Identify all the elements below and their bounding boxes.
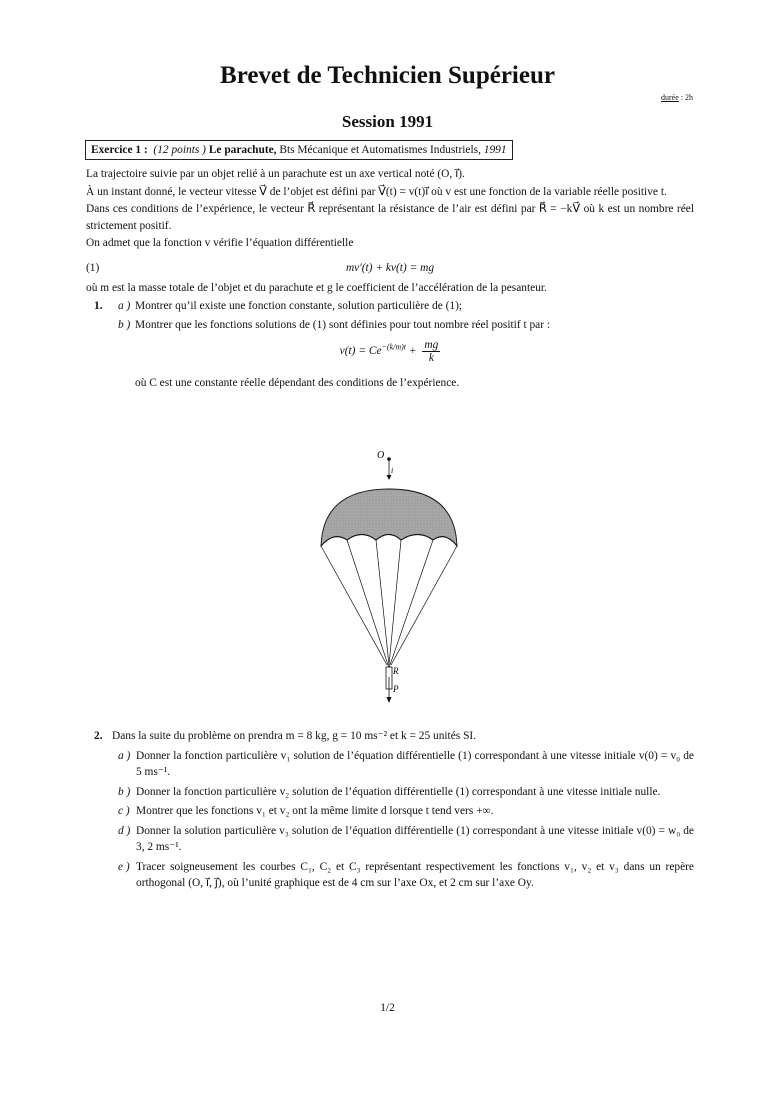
intro-paragraph-2: À un instant donné, le vecteur vitesse V⃗ de l’objet est défini par V⃗(t) = v(t)i⃗ où v est une fonction de la variable réelle positive t. xyxy=(86,185,667,198)
question-2d-label: d ) xyxy=(118,824,131,837)
duration-note xyxy=(661,92,693,104)
question-1a-label: a ) xyxy=(118,300,131,313)
equation-expression: mv′(t) + kv(t) = mg xyxy=(345,261,435,274)
question-2c-text: Montrer que les fonctions v₁ et v₂ ont la même limite d lorsque t tend vers +∞. xyxy=(136,805,494,818)
weight-vector-label: P⃗ xyxy=(393,684,406,694)
question-2a-label: a ) xyxy=(118,749,131,762)
duration-label: durée xyxy=(661,93,679,102)
exercise-year: 1991 xyxy=(483,143,507,156)
question-2-intro xyxy=(86,728,694,745)
suspension-line xyxy=(376,540,389,665)
formula-left: v(t) = Ce xyxy=(339,345,382,358)
question-1 xyxy=(86,298,694,392)
question-2d-text: Donner la solution particulière v₃ solution de l’équation différentielle (1) correspondant à une vitesse initiale v(0) = w₀ de 3, 2 ms⁻¹. xyxy=(136,824,694,854)
question-2b-label: b ) xyxy=(118,785,131,798)
question-2b-text: Donner la fonction particulière v₂ solution de l’équation différentielle (1) correspondant à une vitesse initiale nulle. xyxy=(136,785,661,798)
parachute-figure xyxy=(300,445,480,715)
question-2-intro-text: Dans la suite du problème on prendra m = 8 kg, g = 10 ms⁻² et k = 25 unités SI. xyxy=(112,730,477,742)
question-1a-text: Montrer qu’il existe une fonction constante, solution particulière de (1); xyxy=(135,300,463,313)
intro-paragraph-4: On admet que la fonction v vérifie l’équation différentielle xyxy=(86,237,354,250)
solution-formula xyxy=(86,339,694,367)
question-2c-label: c ) xyxy=(118,805,130,818)
after-equation-text: où m est la masse totale de l’objet et du parachute et g le coefficient de l’accélération de la pesanteur. xyxy=(86,281,547,294)
question-1b-text: Montrer que les fonctions solutions de (1) sont définies pour tout nombre réel positif t par : xyxy=(135,318,551,331)
exercise-label: Exercice 1 : xyxy=(91,143,148,156)
suspension-line xyxy=(390,540,433,665)
question-2a-text: Donner la fonction particulière v₁ solution de l’équation différentielle (1) correspondant à une vitesse initiale v(0) = v₀ de 5 ms⁻¹. xyxy=(136,749,694,779)
question-2c xyxy=(86,803,694,820)
question-1-label: 1. xyxy=(94,300,103,313)
document-title: Brevet de Technicien Supérieur xyxy=(220,62,555,89)
question-2b xyxy=(86,784,694,801)
question-1b xyxy=(86,317,694,334)
session-heading: Session 1991 xyxy=(341,112,434,131)
fraction-numerator: mg xyxy=(424,339,439,352)
duration-value: : 2h xyxy=(678,93,693,102)
suspension-line xyxy=(391,546,457,665)
fraction-denominator: k xyxy=(428,352,434,365)
question-2e xyxy=(86,859,694,892)
origin-label: O xyxy=(377,450,385,461)
suspension-line xyxy=(347,540,388,665)
suspension-line xyxy=(321,546,387,665)
formula-exponent: −(k/m)t xyxy=(381,342,407,352)
exercise-name: Le parachute, xyxy=(208,143,277,156)
question-2e-label: e ) xyxy=(118,860,130,873)
differential-equation xyxy=(86,254,694,280)
question-2e-text: Tracer soigneusement les courbes C₁, C₂ et C₃ représentant respectivement les fonctions v₁, v₂ et v₃ dans un repère orthogonal (O, i⃗, j⃗), où l’unité graphique est de 4 cm sur l’axe Ox, et 2 cm sur l’axe Oy. xyxy=(136,860,694,890)
suspension-line xyxy=(389,540,401,665)
i-vector-label: i⃗ xyxy=(391,466,400,475)
exercise-section: Bts Mécanique et Automatismes Industriels, xyxy=(279,143,481,156)
intro-paragraph-3: Dans ces conditions de l’expérience, le vecteur R⃗ représentant la résistance de l’air est défini par R⃗ = −kV⃗ où k est un nombre réel strictement positif. xyxy=(86,203,694,232)
formula-fraction xyxy=(422,339,440,364)
p-vector-arrowhead xyxy=(387,697,392,703)
exercise-header-box xyxy=(85,140,513,160)
question-2-label: 2. xyxy=(94,730,103,742)
resistance-vector-label: R⃗ xyxy=(393,666,406,676)
page-number: 1/2 xyxy=(380,1002,395,1014)
question-1b-label: b ) xyxy=(118,318,131,331)
question-2 xyxy=(86,728,694,895)
i-vector-arrowhead xyxy=(387,475,392,480)
exercise-points: (12 points ) xyxy=(153,143,206,156)
equation-number: (1) xyxy=(86,261,100,274)
exercise-body xyxy=(86,166,694,393)
question-2a xyxy=(86,748,694,781)
question-2d xyxy=(86,823,694,856)
intro-paragraph-1: La trajectoire suivie par un objet relié à un parachute est un axe vertical noté (O, i⃗). xyxy=(86,168,465,180)
formula-plus: + xyxy=(406,345,420,358)
constant-note: où C est une constante réelle dépendant des conditions de l’expérience. xyxy=(135,377,460,390)
question-1a xyxy=(86,298,694,315)
